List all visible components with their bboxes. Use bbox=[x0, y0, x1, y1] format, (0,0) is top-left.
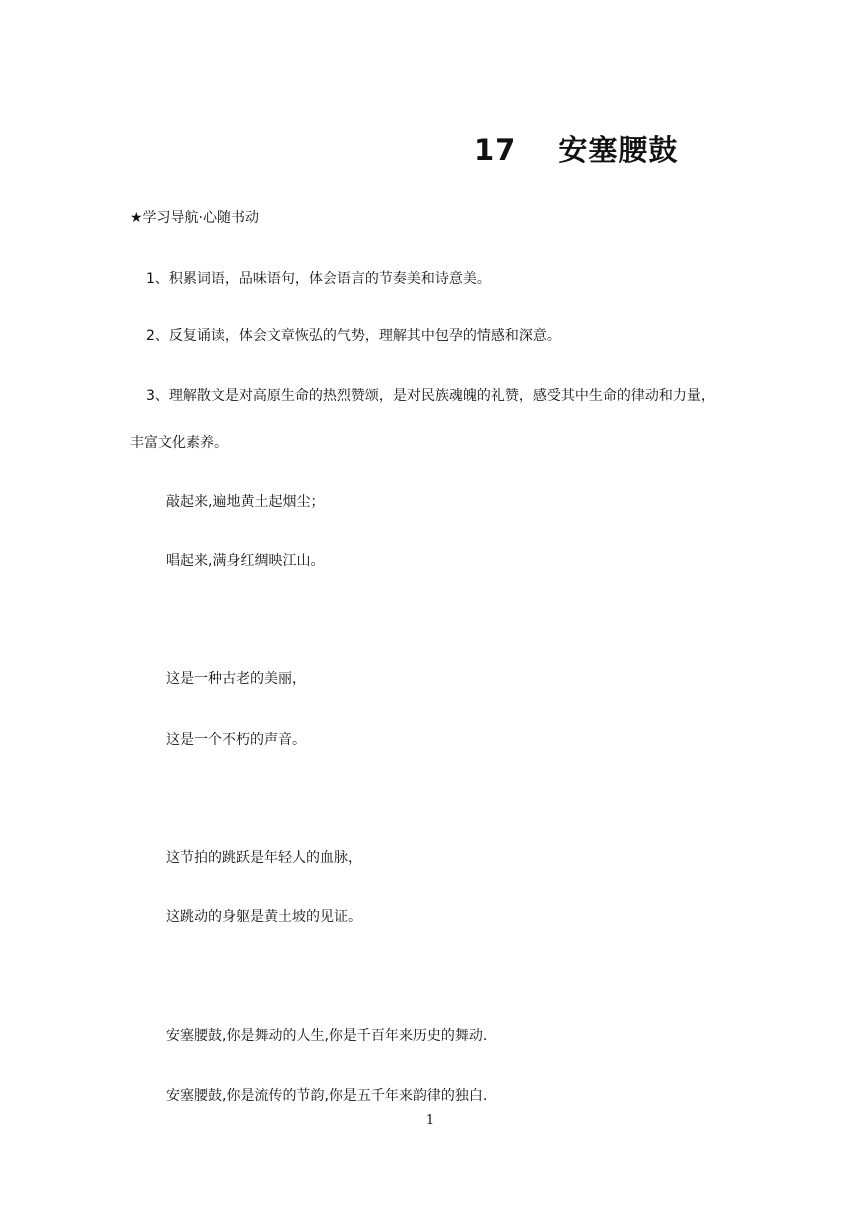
poem-line: 这是一个不朽的声音。 bbox=[166, 732, 306, 748]
poem-line: 唱起来,满身红绸映江山。 bbox=[166, 553, 325, 569]
learning-goal-1: 1、积累词语，品味语句，体会语言的节奏美和诗意美。 bbox=[146, 271, 491, 287]
section-heading: ★学习导航·心随书动 bbox=[130, 210, 260, 226]
learning-goal-2: 2、反复诵读，体会文章恢弘的气势，理解其中包孕的情感和深意。 bbox=[146, 328, 561, 344]
lesson-number: 17 bbox=[474, 133, 517, 167]
lesson-title: 安塞腰鼓 bbox=[558, 133, 679, 167]
poem-line: 这节拍的跳跃是年轻人的血脉， bbox=[166, 850, 362, 866]
page-number: 1 bbox=[425, 1113, 435, 1128]
poem-line: 安塞腰鼓,你是舞动的人生,你是千百年来历史的舞动. bbox=[166, 1028, 488, 1044]
learning-goal-3-continued: 丰富文化素养。 bbox=[130, 435, 228, 451]
learning-goal-3: 3、理解散文是对高原生命的热烈赞颂，是对民族魂魄的礼赞，感受其中生命的律动和力量， bbox=[146, 388, 715, 404]
poem-line: 安塞腰鼓,你是流传的节韵,你是五千年来韵律的独白. bbox=[166, 1088, 488, 1104]
poem-line: 敲起来,遍地黄土起烟尘； bbox=[166, 494, 325, 510]
document-title bbox=[474, 128, 678, 172]
poem-line: 这跳动的身躯是黄土坡的见证。 bbox=[166, 909, 362, 925]
poem-line: 这是一种古老的美丽， bbox=[166, 671, 306, 687]
